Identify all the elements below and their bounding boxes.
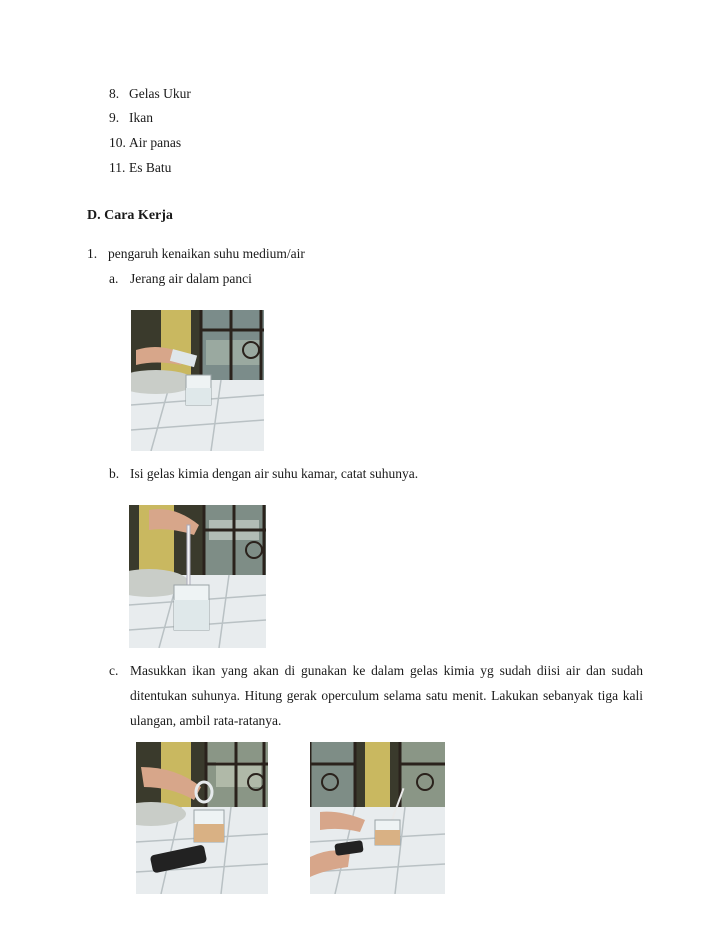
photo-fish-beaker-1 [136, 742, 268, 894]
photo-thermometer-beaker [129, 505, 266, 648]
list-item-text: Gelas Ukur [129, 86, 191, 101]
list-number: 8. [109, 86, 120, 101]
substep-text: Isi gelas kimia dengan air suhu kamar, catat suhunya. [130, 466, 419, 481]
photo-pouring-water [131, 310, 264, 451]
section-heading: D. Cara Kerja [87, 208, 173, 223]
photo-fish-beaker-2 [310, 742, 445, 894]
substep-letter: b. [109, 466, 120, 481]
step-text: pengaruh kenaikan suhu medium/air [108, 246, 305, 261]
substep-letter: c. [109, 663, 119, 678]
list-item-text: Ikan [129, 110, 153, 125]
step-number: 1. [87, 246, 98, 261]
substep-letter: a. [109, 271, 119, 286]
substep-text: Jerang air dalam panci [130, 271, 252, 286]
list-item-text: Es Batu [129, 160, 172, 175]
list-item-text: Air panas [129, 135, 182, 150]
list-number: 9. [109, 110, 120, 125]
substep-text: Masukkan ikan yang akan di gunakan ke dalam gelas kimia yg sudah diisi air dan sudah ditentukan suhunya. Hitung gerak operculum selama satu menit. Lakukan sebanyak tiga kali ulangan, ambil rata-ratanya. [130, 663, 643, 728]
list-number: 10. [109, 135, 126, 150]
list-number: 11. [109, 160, 126, 175]
